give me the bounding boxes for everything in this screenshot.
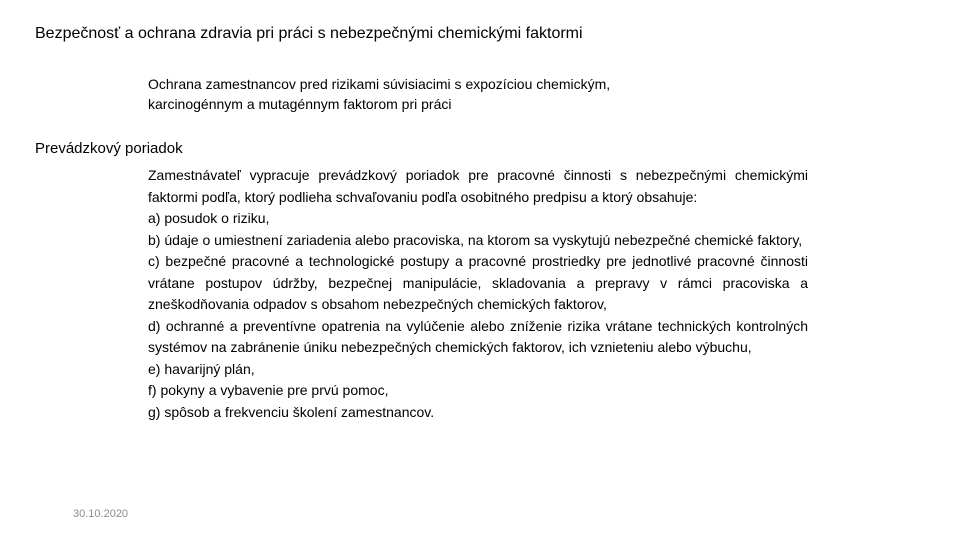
intro-paragraph: Zamestnávateľ vypracuje prevádzkový poriadok pre pracovné činnosti s nebezpečnými chemickými faktormi podľa, ktorý podlieha schvaľovaniu podľa osobitného predpisu a ktorý obsahuje: (148, 167, 808, 205)
list-item: b) údaje o umiestnení zariadenia alebo pracoviska, na ktorom sa vyskytujú nebezpečné chemické faktory, (148, 231, 803, 248)
list-item: g) spôsob a frekvenciu školení zamestnancov. (148, 403, 435, 420)
section-heading: Prevádzkový poriadok (35, 140, 183, 157)
body-text (148, 165, 808, 423)
subtitle-line: karcinogénnym a mutagénnym faktorom pri práci (148, 96, 452, 112)
slide-date: 30.10.2020 (73, 508, 129, 520)
list-item: f) pokyny a vybavenie pre prvú pomoc, (148, 382, 389, 398)
slide-subtitle (148, 74, 768, 114)
list-item: c) bezpečné pracovné a technologické postupy a pracovné prostriedky pre jednotlivé pracovné činnosti vrátane postupov údržby, bezpečnej manipulácie, skladovania a prepravy v rámci pracoviska a zneškodňovania odpadov s obsahom nebezpečných chemických faktorov, (148, 253, 808, 312)
list-item: d) ochranné a preventívne opatrenia na vylúčenie alebo zníženie rizika vrátane technických kontrolných systémov na zabránenie úniku nebezpečných chemických faktorov, ich vznieteniu alebo výbuchu, (148, 317, 808, 355)
list-item: e) havarijný plán, (148, 360, 255, 377)
subtitle-line: Ochrana zamestnancov pred rizikami súvisiacimi s expozíciou chemickým, (148, 76, 611, 92)
slide-title: Bezpečnosť a ochrana zdravia pri práci s nebezpečnými chemickými faktormi (35, 25, 583, 42)
list-item: a) posudok o riziku, (148, 210, 270, 226)
